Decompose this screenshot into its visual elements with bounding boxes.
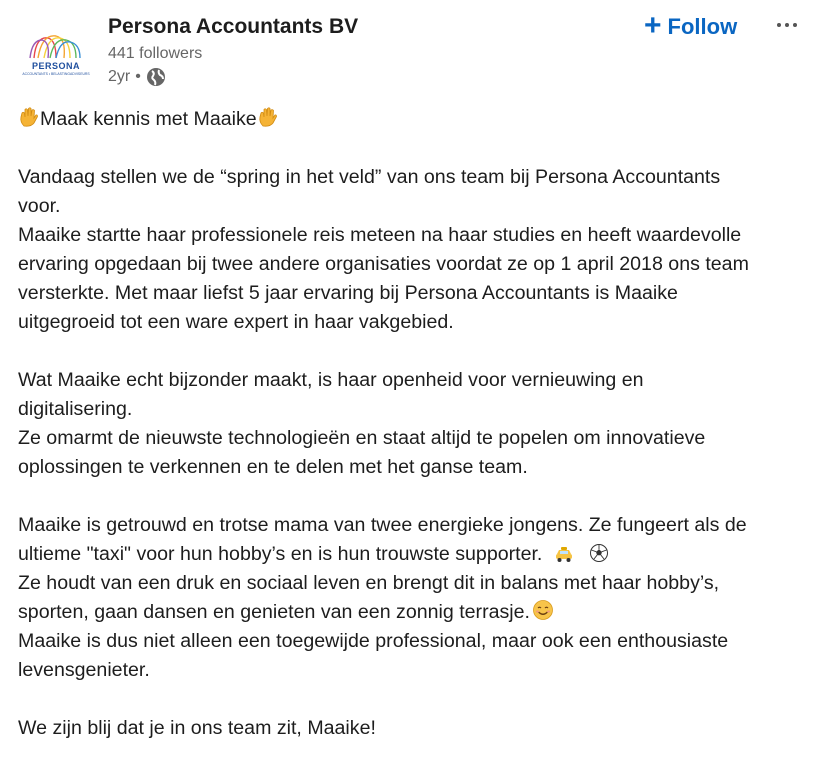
body-line: levensgenieter. (18, 659, 150, 681)
logo-tagline: ACCOUNTANTS • BELASTINGADVISEURS (22, 72, 90, 76)
post-title: Maak kennis met Maaike (40, 108, 257, 130)
body-line: Wat Maaike echt bijzonder maakt, is haar openheid voor vernieuwing en (18, 369, 644, 391)
follower-count: 441 followers (108, 45, 203, 62)
body-line: Ze omarmt de nieuwste technologieën en staat altijd te popelen om innovatieve (18, 427, 706, 449)
terrace-text: sporten, gaan dansen en genieten van een zonnig terrasje. (18, 601, 530, 623)
blank-line (18, 337, 808, 366)
body-line: We zijn blij dat je in ons team zit, Maaike! (18, 717, 376, 739)
blank-line (18, 134, 808, 163)
body-line: versterkte. Met maar liefst 5 jaar ervaring bij Persona Accountants is Maaike (18, 282, 678, 304)
globe-icon (146, 67, 166, 87)
body-line: oplossingen te verkennen en te delen met het ganse team. (18, 456, 528, 478)
post-age: 2yr (108, 68, 131, 85)
post-body (18, 105, 808, 743)
follow-button[interactable] (640, 10, 741, 44)
body-line: Maaike startte haar professionele reis meteen na haar studies en heeft waardevolle (18, 224, 742, 246)
taxi-icon (554, 543, 574, 572)
meta-separator: • (135, 68, 141, 85)
soccer-ball-icon (589, 543, 609, 572)
body-line: Vandaag stellen we de “spring in het veld” van ons team bij Persona Accountants (18, 166, 721, 188)
logo-arcs-icon (28, 32, 84, 60)
body-line: Ze houdt van een druk en sociaal leven en brengt dit in balans met haar hobby’s, (18, 572, 720, 594)
body-line: digitalisering. (18, 398, 133, 420)
company-logo[interactable] (18, 16, 94, 92)
body-line-taxi (18, 540, 808, 569)
body-line: Maaike is dus niet alleen een toegewijde professional, maar ook een enthousiaste (18, 630, 729, 652)
blank-line (18, 685, 808, 714)
body-line: Maaike is getrouwd en trotse mama van twee energieke jongens. Ze fungeert als de (18, 514, 747, 536)
follow-label: Follow (667, 14, 738, 39)
more-options-icon[interactable] (770, 10, 804, 40)
waving-hand-icon (257, 106, 279, 137)
plus-icon: + (644, 9, 662, 42)
smiling-face-icon (532, 599, 554, 630)
post-header (0, 0, 820, 100)
post-meta (108, 67, 166, 87)
company-name-link[interactable]: Persona Accountants BV (108, 15, 359, 38)
body-line: ervaring opgedaan bij twee andere organisaties voordat ze op 1 april 2018 ons team (18, 253, 749, 275)
body-line: voor. (18, 195, 61, 217)
body-line-terrace (18, 598, 808, 627)
waving-hand-icon (18, 106, 40, 137)
body-line: uitgegroeid tot een ware expert in haar vakgebied. (18, 311, 454, 333)
blank-line (18, 482, 808, 511)
logo-wordmark: PERSONA (31, 61, 80, 71)
post-title-line (18, 105, 808, 134)
taxi-text: ultieme "taxi" voor hun hobby’s en is hun trouwste supporter. (18, 543, 543, 565)
